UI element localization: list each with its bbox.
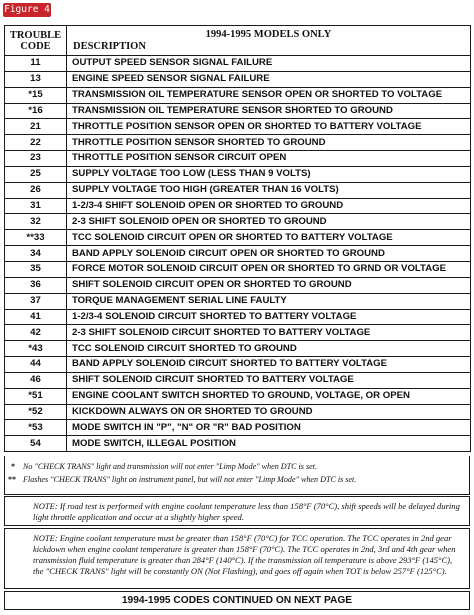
description-cell: MODE SWITCH, ILLEGAL POSITION	[67, 436, 471, 452]
tcc-operation-note: NOTE: Engine coolant temperature must be greater than 158°F (70°C) for TCC operation. The TCC operates in 2nd gear kickdown when engine coolant temperature is greater than 158°F (70°C). The TCC operates in 2nd, 3rd and 4th gear when transmission fluid temperature is greater than 284°F (140°C). If the transmission oil temperature is above 293°F (145°C), the "CHECK TRANS" light will be constantly ON (Not Flashing), and goes off again when TOT is below 257°F (125°C).	[4, 528, 470, 589]
trouble-code-cell: *53	[5, 420, 67, 436]
description-cell: MODE SWITCH IN "P", "N" OR "R" BAD POSITION	[67, 420, 471, 436]
table-body	[5, 56, 471, 452]
trouble-code-cell: 21	[5, 119, 67, 135]
road-test-note: NOTE: If road test is performed with engine coolant temperature less than 158°F (70°C), shift speeds will be delayed during light throttle application and occur at a slightly higher speed.	[4, 496, 470, 526]
description-cell: TCC SOLENOID CIRCUIT OPEN OR SHORTED TO BATTERY VOLTAGE	[67, 230, 471, 246]
table-row	[5, 103, 471, 119]
description-cell: TCC SOLENOID CIRCUIT SHORTED TO GROUND	[67, 341, 471, 357]
footnote-single-asterisk	[11, 462, 317, 471]
description-cell: BAND APPLY SOLENOID CIRCUIT SHORTED TO BATTERY VOLTAGE	[67, 357, 471, 373]
description-cell: FORCE MOTOR SOLENOID CIRCUIT OPEN OR SHORTED TO GRND OR VOLTAGE	[67, 261, 471, 277]
continued-banner: 1994-1995 CODES CONTINUED ON NEXT PAGE	[4, 591, 470, 610]
description-cell: TORQUE MANAGEMENT SERIAL LINE FAULTY	[67, 293, 471, 309]
trouble-code-cell: 41	[5, 309, 67, 325]
description-label: DESCRIPTION	[73, 41, 146, 52]
description-cell: SHIFT SOLENOID CIRCUIT OPEN OR SHORTED TO GROUND	[67, 277, 471, 293]
trouble-code-header	[5, 26, 67, 56]
footnote-text: Flashes "CHECK TRANS" light on instrument panel, but will not enter "Limp Mode" when DTC is set.	[23, 475, 357, 484]
table-row	[5, 182, 471, 198]
description-cell: ENGINE COOLANT SWITCH SHORTED TO GROUND, VOLTAGE, OR OPEN	[67, 388, 471, 404]
table-row	[5, 246, 471, 262]
footnotes	[4, 456, 470, 495]
footnote-double-asterisk	[8, 475, 357, 484]
trouble-code-cell: *16	[5, 103, 67, 119]
trouble-code-cell: 31	[5, 198, 67, 214]
trouble-code-cell: 11	[5, 56, 67, 72]
trouble-code-cell: *43	[5, 341, 67, 357]
footnote-text: No "CHECK TRANS" light and transmission will not enter "Limp Mode" when DTC is set.	[23, 462, 317, 471]
trouble-code-cell: 13	[5, 71, 67, 87]
table-row	[5, 87, 471, 103]
trouble-code-cell: 54	[5, 436, 67, 452]
trouble-code-cell: 35	[5, 261, 67, 277]
trouble-code-cell: 44	[5, 357, 67, 373]
trouble-code-cell: 22	[5, 135, 67, 151]
models-heading: 1994-1995 MODELS ONLY	[205, 29, 332, 40]
table-row	[5, 135, 471, 151]
footnote-mark: **	[8, 475, 17, 484]
table-row	[5, 341, 471, 357]
description-cell: 2-3 SHIFT SOLENOID OPEN OR SHORTED TO GROUND	[67, 214, 471, 230]
description-cell: OUTPUT SPEED SENSOR SIGNAL FAILURE	[67, 56, 471, 72]
trouble-code-cell: 34	[5, 246, 67, 262]
description-cell: SUPPLY VOLTAGE TOO HIGH (GREATER THAN 16 VOLTS)	[67, 182, 471, 198]
trouble-code-cell: 46	[5, 372, 67, 388]
trouble-code-cell: *15	[5, 87, 67, 103]
description-cell: SHIFT SOLENOID CIRCUIT SHORTED TO BATTERY VOLTAGE	[67, 372, 471, 388]
figure-tag: Figure 4	[4, 4, 50, 15]
footnote-mark: *	[11, 462, 16, 471]
trouble-code-cell: 23	[5, 151, 67, 167]
table-row	[5, 309, 471, 325]
trouble-code-cell: 26	[5, 182, 67, 198]
trouble-code-header-line1: TROUBLE	[9, 29, 62, 41]
description-cell: TRANSMISSION OIL TEMPERATURE SENSOR SHORTED TO GROUND	[67, 103, 471, 119]
description-cell: 2-3 SHIFT SOLENOID CIRCUIT SHORTED TO BATTERY VOLTAGE	[67, 325, 471, 341]
trouble-code-cell: 36	[5, 277, 67, 293]
table-row	[5, 388, 471, 404]
description-cell: BAND APPLY SOLENOID CIRCUIT OPEN OR SHORTED TO GROUND	[67, 246, 471, 262]
description-cell: THROTTLE POSITION SENSOR OPEN OR SHORTED TO BATTERY VOLTAGE	[67, 119, 471, 135]
trouble-code-cell: *51	[5, 388, 67, 404]
trouble-code-cell: **33	[5, 230, 67, 246]
trouble-code-header-line2: CODE	[20, 40, 51, 52]
trouble-code-cell: *52	[5, 404, 67, 420]
table-row	[5, 420, 471, 436]
description-cell: TRANSMISSION OIL TEMPERATURE SENSOR OPEN OR SHORTED TO VOLTAGE	[67, 87, 471, 103]
trouble-code-cell: 25	[5, 166, 67, 182]
table-row	[5, 436, 471, 452]
table-row	[5, 214, 471, 230]
table-row	[5, 151, 471, 167]
trouble-code-cell: 32	[5, 214, 67, 230]
table-row	[5, 230, 471, 246]
table-row	[5, 261, 471, 277]
table-row	[5, 357, 471, 373]
trouble-code-cell: 42	[5, 325, 67, 341]
description-cell: SUPPLY VOLTAGE TOO LOW (LESS THAN 9 VOLTS)	[67, 166, 471, 182]
table-row	[5, 404, 471, 420]
table-header-row	[5, 26, 471, 56]
table-row	[5, 198, 471, 214]
table-row	[5, 277, 471, 293]
description-cell: THROTTLE POSITION SENSOR CIRCUIT OPEN	[67, 151, 471, 167]
description-cell: 1-2/3-4 SOLENOID CIRCUIT SHORTED TO BATTERY VOLTAGE	[67, 309, 471, 325]
table-row	[5, 372, 471, 388]
description-cell: THROTTLE POSITION SENSOR SHORTED TO GROUND	[67, 135, 471, 151]
table-row	[5, 166, 471, 182]
description-cell: ENGINE SPEED SENSOR SIGNAL FAILURE	[67, 71, 471, 87]
description-header	[67, 26, 471, 56]
table-row	[5, 293, 471, 309]
table-row	[5, 325, 471, 341]
trouble-code-table	[4, 25, 471, 452]
table-row	[5, 119, 471, 135]
table-row	[5, 71, 471, 87]
table-row	[5, 56, 471, 72]
description-cell: 1-2/3-4 SHIFT SOLENOID OPEN OR SHORTED TO GROUND	[67, 198, 471, 214]
description-cell: KICKDOWN ALWAYS ON OR SHORTED TO GROUND	[67, 404, 471, 420]
trouble-code-cell: 37	[5, 293, 67, 309]
